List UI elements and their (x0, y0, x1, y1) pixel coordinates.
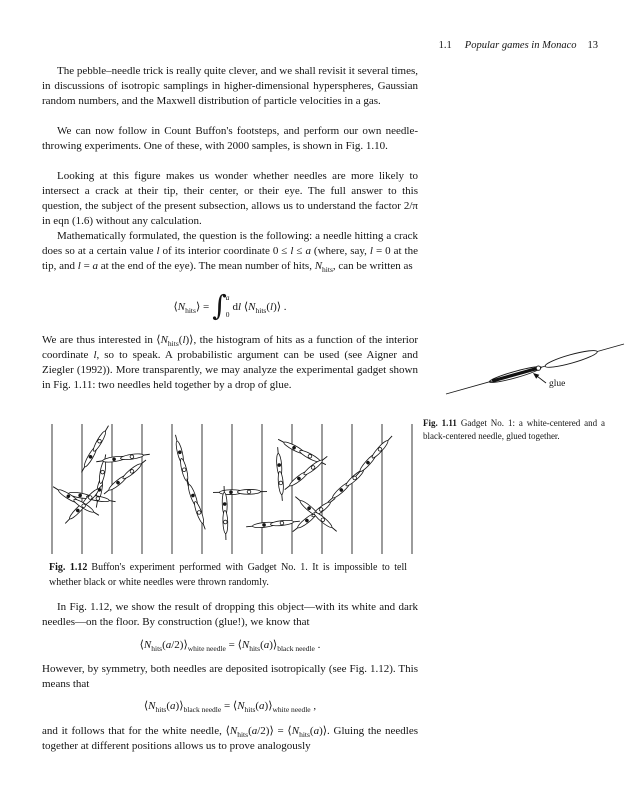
white-center-dot (182, 468, 186, 472)
integral-sign: ∫ a 0 (212, 289, 230, 322)
glue-arrowhead (533, 373, 539, 379)
white-center-dot (536, 366, 540, 370)
paragraph-buffon-footsteps: We can now follow in Count Buffon's footsteps, and perform our own needle-throwing experiments. One of these, with 2000 samples, is shown in Fig. 1.10. (42, 125, 418, 152)
section-title: Popular games in Monaco (464, 40, 577, 51)
paragraph-pebble-needle: The pebble–needle trick is really quite clever, and we shall revisit it several times, in discussions of isotropic samplings in higher-dimensional hyperspheres, Gaussian random numbers, and the Maxwell distribution of particle velocities in a gas. (42, 65, 418, 107)
needle-gadget (275, 447, 284, 501)
white-center-dot (247, 490, 251, 494)
integral-lower-bound: 0 (225, 310, 230, 319)
equation-rhs: dl $⟨N_{hits}(l)⟩$ . (232, 300, 287, 315)
equation-lhs: $⟨N_{hits}⟩$ = (173, 300, 210, 315)
needle-gadget (173, 434, 191, 488)
paragraph-looking-figure: Looking at this figure makes us wonder whether needles are more likely to intersect a crack at their tip, their center, or their eye. The full answer to this question, the subject of the present subsection, allows us to understand the factor 2/π in eqn (1.6) without any calculation. (42, 170, 418, 227)
white-center-dot (279, 481, 283, 485)
page-number: 13 (587, 40, 598, 51)
white-center-dot (280, 521, 284, 525)
integral-upper-bound: a (225, 293, 230, 302)
glue-joint (492, 368, 538, 381)
fig-1-12-label: Fig. 1.12 (49, 562, 88, 573)
paragraph-symmetry: However, by symmetry, both needles are deposited isotropically (see Fig. 1.12). This means that (42, 663, 418, 690)
equation-mean-hits (42, 289, 418, 328)
white-center-dot (223, 520, 227, 524)
equation-white-black: $⟨N_{hits}(a/2)⟩_{white needle}$ = $⟨N_{hits}(a)⟩_{black needle}$ . (139, 639, 321, 654)
fig-1-11-label: Fig. 1.11 (423, 418, 457, 428)
paragraph-mathematically: Mathematically formulated, the question is the following: a needle hitting a crack does so at a certain value l of its interior coordinate 0 ≤ l ≤ a (where, say, l = 0 at the tip, and l = a at the end of the eye). The mean number of hits, $N_{hits}$, can be written as (42, 230, 418, 275)
black-center-dot (492, 379, 496, 383)
needle-gadget (213, 489, 267, 495)
fig-1-12-caption: Fig. 1.12 Buffon's experiment performed with Gadget No. 1. It is impossible to tell whether black or white needles were thrown randomly. (49, 562, 408, 588)
equation-black-white: $⟨N_{hits}(a)⟩_{black needle}$ = $⟨N_{hits}(a)⟩_{white needle}$ , (143, 700, 317, 715)
needle-gadget (103, 458, 148, 496)
paragraph-dropping-object: In Fig. 1.12, we show the result of dropping this object—with its white and dark needles—on the floor. By construction (glue!), we know that (42, 601, 418, 628)
fig-1-11-illustration (438, 337, 628, 417)
needle-gadget (354, 434, 394, 477)
paragraph-follows: and it follows that for the white needle, $⟨N_{hits}(a/2)⟩$ = $⟨N_{hits}(a)⟩$. Gluing the needles together at different positions allows us to prove analogously (42, 725, 419, 752)
fig-1-11-caption: Fig. 1.11 Gadget No. 1: a white-centered and a black-centered needle, glued together. (423, 418, 605, 441)
paragraph-histogram: We are thus interested in $⟨N_{hits}(l)⟩$, the histogram of hits as a function of the interior coordinate l, so to speak. A probabilistic argument can be used (see Aigner and Ziegler (1992)). More transparently, we may analyze the experimental gadget shown in Fig. 1.11: two needles held together by a drop of glue. (42, 334, 418, 391)
fig-1-12-illustration (49, 424, 415, 554)
white-center-dot (100, 470, 104, 474)
glue-annotation: glue (549, 379, 566, 389)
needle-gadget (185, 478, 208, 530)
section-number: 1.1 (438, 40, 452, 51)
white-center-dot (130, 455, 134, 459)
page-header (0, 40, 598, 51)
white-center-dot (96, 496, 100, 500)
white-needle-tip (544, 348, 598, 371)
